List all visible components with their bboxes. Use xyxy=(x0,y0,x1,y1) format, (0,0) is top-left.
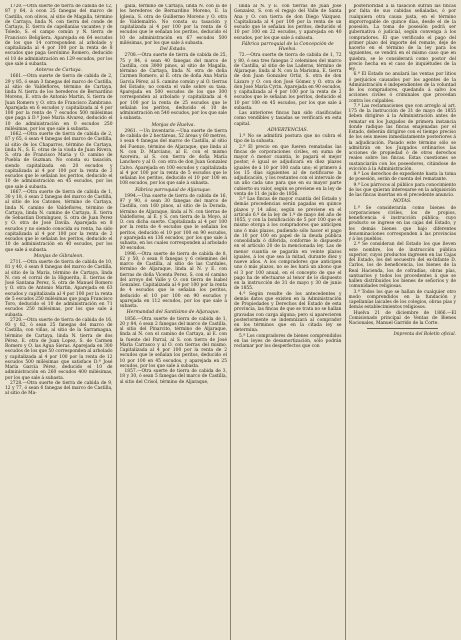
paragraph: 5.ª Los compradores de bienes comprendidos en las leyes de desamortización, sólo podrán reclamar por los desperfectos que con xyxy=(234,333,342,349)
paragraph: 1856.—Otra suerte de tierra de cabida de 1, 20 y 84, ó sean 2 fanegas del marco de Castilla, al sitio del Pinarcito, término de Aljaraque, linda al N. con el camino de Cartaya, al E. con la fuente del Parral, al S. con tierra de José María Carrasco y al O. con tierras del mismo. Capitalizada al 4 por 100 por la renta de 2 escudos que le señalan los peritos, deducido el 10 por 100 en 45 escudos, y aparejada en 25 escudos, por los que sale á subasta. xyxy=(119,316,227,369)
text-column-3 xyxy=(234,4,346,640)
paragraph: 8.ª Los derechos de expediente hasta la toma de posesión, serán de cuenta del rematante. xyxy=(348,172,456,183)
printer-imprint: Imprenta del Boletín oficial. xyxy=(393,332,456,338)
paragraph: 2.ª Se consideran del Estado los que lleven este nombre, los de instrucción pública superior, cuyos productos ingresen en las Cajas del Estado, los del secuestro del ex-Infante D. Carlos, los de beneficencia, los bienes de la Real Hacienda, los de cofradías, obras pías, santuarios y todos los procedentes á que se hallen distribuidos los bienes de señoríos y de comunidades religiosas. xyxy=(348,242,456,290)
section-heading: Del Estado. xyxy=(159,47,187,52)
section-heading: Monjas de Huelva. xyxy=(151,122,195,128)
paragraph: 1996.—Otra suerte de tierra de cabida de 8, 62 y 50, ó sean 8 fanegas y 6 celemines del marco de Castilla, al sitio de las Cardales, término de Aljaraque, linda al N. y E. con tierras de doña Vicenta Perez, S. con el camino del arroyo del Valle y O. con tierra de Isabel Gonzalez. Capitalizada al 4 por 100 por la renta de 4 escudos que le señalan los peritos, deducido el 10 por 100 en 90 escudos y aparejada en 112 escudos, por los que sale á subasta. xyxy=(119,251,227,309)
paragraph: galla, término de Cartaya, linda N. con la de los herederos de Bernardino Moreno, E. la Iglesia, S. otra de Guillermo Moreno y O. otra de Valdemalrío. No consta su tasación y capitalizada al 4 por 100 por la renta de 6 escudos que le señalan los peritos, deducido el 10 de administración en 67 escudos 500 milésimas, por los que sale á subasta. xyxy=(119,4,227,46)
divider xyxy=(367,328,439,329)
paragraph: 2711.—Otra suerte de tierra de cabida de 10, 81 y 40, ó sean 8 fanegas del marco de Castilla, al sitio de la Maria, término de Cartaya, linda N. con el corral de la Higuerita, E. tierras de José Santana Perez, S. otra de Manuel Romero y O. otra de Antonio Martin. Aparejada en 63 escudos y capitalizada al 4 por 100 por la renta de 5 escudos 250 milésimas que paga Francisco Toro, deducido el 10 de administración en 71 escudos 250 milésimas, por los que sale á subasta. xyxy=(5,260,113,318)
section-heading: Fábrica parroquial de la Concepción de Huelva. xyxy=(241,41,334,52)
paragraph: 2.ª El precio en que fueren rematadas las fincas de corporaciones civiles, en suma de mayor ó menor cuantía, lo pagará el mejor postor, é igual se adjudicará en diez plazos iguales de á 10 por 100 cada uno; el primero á los 15 días siguientes al de notificarse la adjudicación, y los restantes con el intervalo de un año cada uno para que en su mayor parte cubierto su valor, según se previene en la ley de venta de 11 de julio de 1856. xyxy=(234,144,342,197)
section-heading: NOTAS. xyxy=(393,199,412,205)
paragraph: Huelva 21 de diciembre de 1866.—El Comisionado principal de Ventas de Bienes Nacionales, Manuel Garrido de la Corte. xyxy=(348,310,456,326)
text-column-1 xyxy=(5,4,117,640)
paragraph: posterioridad á la tasación sufran las fincas por falta de sus cabidas señaladas, ó por cualquiera otra causa justa, en el término improrrogable de quince días, desde el de la posesión. La toma de posesión podrá ser gubernativa ó judicial, según convenga á los compradores. El que verificado el pago del primer plazo del importe del remate, deje de hacerlo en el término de la ley para los siguientes, se vendrá en el mismo caso que en quiebra, se le considerará como postor del precio hecha en el caso de inquiétudes de la ley. xyxy=(348,4,456,72)
paragraph: 1.ª No se admitirá postura que no cubra el tipo de la subasta. xyxy=(234,134,342,145)
paragraph: 1720.—Otra suerte de tierra de cabida de 12, 87 y 64, á ocon 25 fanegas del marco de Castilla, con olivos, al sitio de Magalla, término de Carraya, linda N. con tierra del conde de Cartaya, E. tierra de capellanías vacantes y de Toledo, S. el campo común y N. tierra de Francisco Beligüera. Aparejada en 64 escudos de los que 14 corresponden al arbolado y capitalizada al 4 por 100 por la renta de 8 escudos que paga Gerónimo Romero, deducido el 10 de administración en 129 escudos, por los que sale á subasta. xyxy=(5,4,113,67)
paragraph: 1.ª Se considerarán como bienes de corporaciones civiles, los de propios, beneficencia é instrucción pública; cuyo producto se ingrese en las cajas del Estado, y los demás bienes que bajo diferentes denominaciones corresponden á las provincias y á los pueblos. xyxy=(348,205,456,242)
paragraph: 1661.—Otra suerte de tierra de cabida de 2, 29 y 85, ó sean 3 fanegas del marco de Castilla, al sitio de Valdeflores, término de Cartaya, linda N. tierra de los herederos de Bernardino Moreno, E. otra de Antonio Martin, S. tierra de Juan Romero y O. otra de Francisco Zambrano. Aparejada en 6 escudos y capitalizada al 4 por 100 por la renta de 7 escudos 500 milésimas que paga á D.ª José María Alvarez, deducido el 10 de administración en 0 escudos 250 milésimas, por los que sale á subasta. xyxy=(5,74,113,132)
paragraph: 4.ª Según resulte de los antecedentes y demás datos que existen en la Administración de Propiedades y Derechos del Estado de esta provincia, las fincas de que se trata no se hallan gravadas con carga alguna; pero si aparecieren posteriormente se indemnizará al comprador en los términos que en la citada ley se determina. xyxy=(234,291,342,334)
paragraph: 72.—Otra suerte de tierra de cabida de 1, 72 y 80, ó sea tres fanegas 2 celemines del marco de Castilla, al sitio de las Laderas, término de Aljaraque, linda al N. con la Marisma, E. tierra de don Juan Gonzalez Ortiz, S. otra de don Lázaro y O. con don José Gómez y O. otra de don José María Cyrin. Aparejada en 90 escudos, y capitalizada al 4 por 100 por la renta de 2 escudos que le señalan los peritos, deducido el 10 por 100 en 45 escudos, por los que sale á subasta. xyxy=(234,53,342,111)
paragraph: 1667.—Otra suerte de tierra de cabida de 1, 30 y 18, ó sean 2 fanegas del marco de Castilla, al sitio de los Catones, término de Cartaya, linda N. camino de Valdeflores, término de Cartaya, linda N. camino de Cartaya, E. tierra de Sebastian Domínguez, S. otra de Juan Perez y O. otra de José Davila. Aparejada en 8 escudos y no siendo conocida su renta, ha sido capitalizada al 4 por 100 por la renta de 2 escudos que le señalan los peritos, deducido el 10 de administración en 40 escudos, por los que sale á subasta. xyxy=(5,189,113,253)
section-heading: Anteros de Cartaya. xyxy=(35,68,83,73)
paragraph: 2720.—Otra suerte de tierra de cabida de 16, 93 y 82, ó sean 25 fanegas del marco de Castilla, con viñas, al sitio de la Sarramagua, término de Cartaya, linda N. tierra de dos Pérez, E. otra de Juan Lopez, S. de Carmen Romero y O. las Agua Sieras. Aparejada en 300 escudos de los que 50 corresponden al arbolado y capitalizada al 4 por 100 por la renta de 12 escudos 500 milésimas que satisface D.ª José María García Pérez, deducido el 10 de administración en 260 escudos 400 milésimas, por los que sale á subasta. xyxy=(5,317,113,381)
paragraph: 1994.—Una suerte de tierra de cabida de 16, 97 y 90, ó sean 30 fanegas del marco de Castilla, con 160 pinos, al sitio de la Dorada, término de Aljaraque, linda al N. con tierras de Valdeflores, al E. y S. con tierra de la Moyo, al O. con dicha suerte. Capitalizada al 4 por 100 por la renta de 4 escudos que le señalan los peritos, deducido el 10 por 100 en 90 escudos, y aparejada en 136 escudos, por los que sale á subasta, en los cuales corresponden al arbolado 30 escudos. xyxy=(119,193,227,252)
section-heading: Hermandad del Santísimo de Aljaraque. xyxy=(126,310,220,316)
paragraph: 3.ª Las fincas de mayor cuantía del Estado y demás procedencias serán pagadas en quince plazos y 14 años, según se previene en el artículo 6.º de la ley de 1.º de mayo del año de 1855, y con la bonificación de 5 por 100 que el mismo otorga á los compradores que anticipen uno ó más plazos, pudiendo sólo hacer el pago de 10 por 100 en papel de la deuda pública consolidada ó diferida, conforme lo dispuesto en el artículo 20 de la mencionada ley. Las de menor cuantía se pagarán en veinte plazos iguales, á los que sea la mitad, durante diez y nueve años. A los compradores que anticipen uno ó más plazos, no se les hará un abono que el 3 por 100 anual, en el concepto de que el pago ha de efectuarse al tenor de lo dispuesto en la instrucción de 31 de mayo y 30 de junio de 1855. xyxy=(234,197,342,292)
paragraph: 2728.—Otra suerte de tierra de cabida de 9, 12 y 77, ó sean 6 fanegas del marco de Castilla, al sitio de Ma- xyxy=(5,380,113,397)
section-heading: Monjas de Gibraleon. xyxy=(33,253,84,259)
paragraph: 2708.—Otra suerte de tierra de cabida de 25, 75 y 84, ó sean 40 fanegas del marco de Castilla, con 3000 pinos, al sitio de Magalla, término de Cartaya, linda N. otra de doña Carmen Romero, al E. otra de doña Ana María García Pérez, al S. camino común y al O. tierras del Estado; no consta el valle sobre su tasa. Aparejada en 500 escudos de los que 300 corresponden al arbolado y capitalizada al 4 por 100 por la renta de 25 escudos que le señalan los peritos, deducido el 10 de administración en 540 escudos, por los que sale á subasta. xyxy=(119,53,227,122)
text-column-2 xyxy=(120,4,232,640)
paragraph: 9.ª Los párrocos al público para conocimiento de los que quieran interesarse en la adquisición de las fincas insertas en el precedente anuncio. xyxy=(348,182,456,198)
paragraph: 1662.—Otra suerte de tierra de cabida de 2, 87 y 65, ó sean 4 fanegas del marco de Castilla, al sitio de los Chaparros, término de Cartaya, linda N., S. E. otras de la viuda de Juan Rivera, S. otra de Francisco Maria y O. camino de Puebla de Guzman. No consta su tasación, siendo capitalizada en 20 escudos y capitalizada al 4 por 100 por la renta de 2 escudos que le señalan los peritos, deducido el 10 de administración en 45 escudos, por los que sale á subasta. xyxy=(5,132,113,190)
text-column-4 xyxy=(349,4,457,640)
paragraph: Las anteriores fincas han sido clasificadas como vendibles y tasadas se verificará en esta capital. xyxy=(234,111,342,127)
section-heading: Fábrica parroquial de Aljaraque. xyxy=(135,187,212,193)
paragraph: 6.ª El Estado no anulará las ventas por litios ó perjuicios causados por los agentes de la Administración é independientes de la voluntad de los compradores, quedando á salvo los acciones civiles ó criminales que procedan contra los culpables. xyxy=(348,72,456,104)
paragraph: 2961. —Un inventario.—Una suerte de tierra de cabida de 2 hectáreas, 52 áreas y 60 metros, ó sean 4 fanegas del marco de Castilla, al sitio del Fuenzo, término de Aljaraque, que linda al N. con D. Marciano, al E. con el mismo Azoreira, al S. con tierra de doña María Lanchero y al O. con otra de don Juan Gonzalez Calvo. Aparejada en 100 escudos y capitalizada al 4 por 100 por la renta de 5 escudos que le señalan los peritos, deducido el 10 por 100 en 108 escudos, por los que sale á subasta. xyxy=(119,128,227,187)
paragraph: 3.ª Todos los que se hallan de cualquier otro modo comprendidos en la fundación y capellanías laicales de los colegios, obras pías y demás establecimientos religiosos. xyxy=(348,289,456,311)
paragraph: linda al N. y E. con tierras de Juan José Gonzalez, S. con el regajo del Valle de Santa Ana y O. con tierra de don Diego Vázquez. Capitalizada al 4 por 100 por la renta de un escudo que le señalan los peritos, deducido el 10 por 100 en 22 escudos, y aparejada en 40 escudos, por los que sale á subasta. xyxy=(234,4,342,41)
paragraph: 7.ª Las reclamaciones que con arreglo al art. 175 de la instrucción de 31 de mayo de 1855 deben dirigirse á la Administración antes de rematar en los Juzgados de primera instancia donde radique las fincas enajenadas por el Estado, deberán dirigirse con el tiempo preciso de los seis meses inmediatamente posteriores á la adjudicación. Pasado este término sólo se admitirán en los Juzgados ordinarios las acciones de propiedad ó de otros derechos reales sobre los fincas. Estas cuestiones se sustanciarán con los poseedores, citándose de evicción á la Administración. xyxy=(348,103,456,172)
paragraph: 1857.—Otra suerte de tierra de cabida de 3, 18 y 30, ó sean 5 fanegas del marco de Castilla, al sitio del Crisol, término de Aljaraque, xyxy=(119,369,227,385)
section-heading: ADVERTENCIAS. xyxy=(267,127,308,133)
